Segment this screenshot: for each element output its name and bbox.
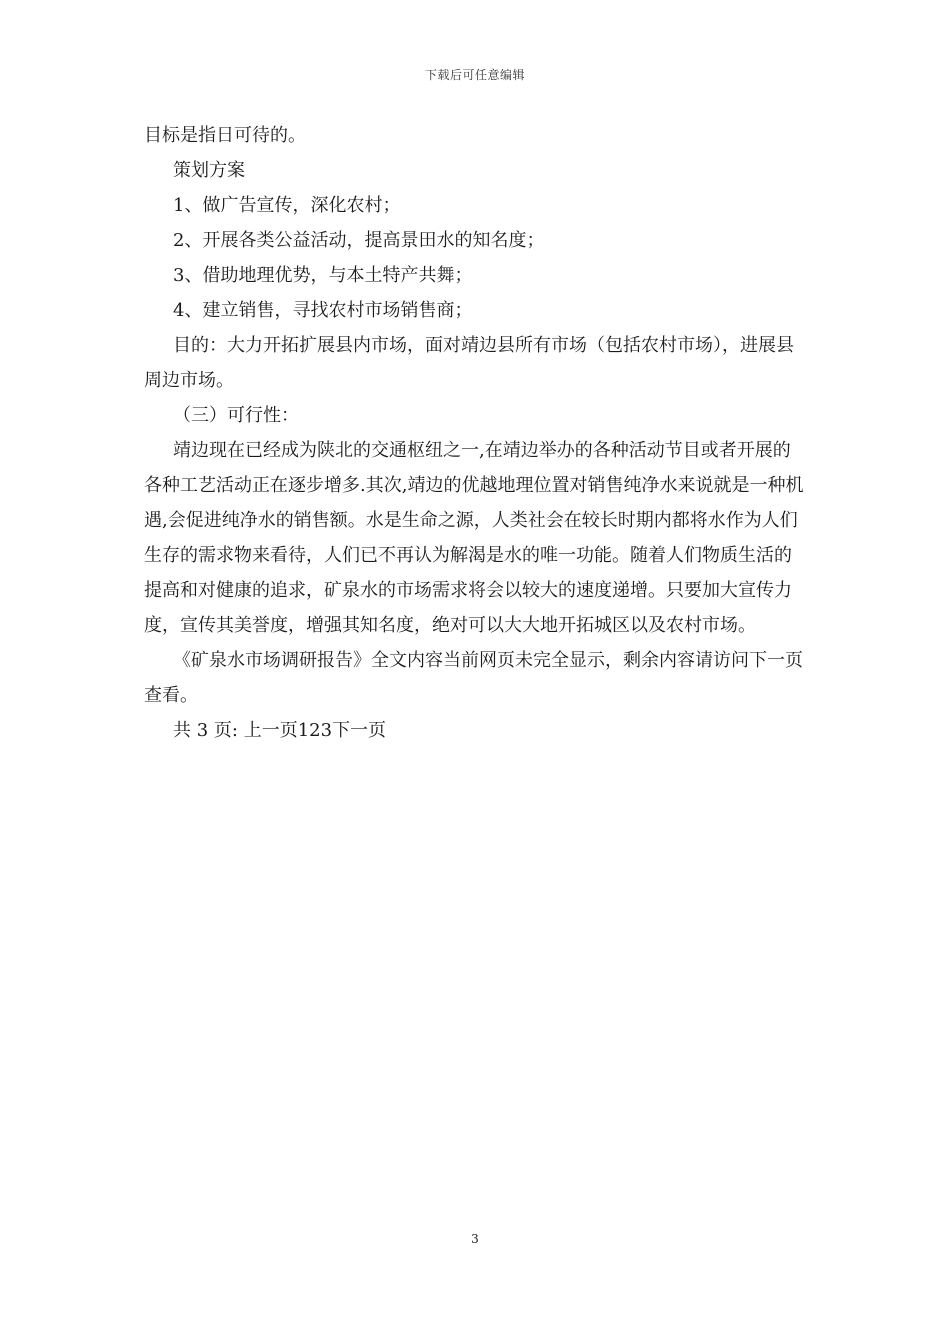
page-number-links[interactable]: 123	[297, 720, 333, 741]
plan-item-2: 2、开展各类公益活动，提高景田水的知名度；	[173, 230, 545, 251]
page-number: 3	[471, 1232, 479, 1246]
section-heading-feasibility: （三）可行性：	[173, 405, 299, 426]
pagination-total: 共 3 页:	[173, 720, 238, 741]
paragraph-feasibility: 靖边现在已经成为陕北的交通枢纽之一,在靖边举办的各种活动节目或者开展的各种工艺活动正在逐步增多.其次,靖边的优越地理位置对销售纯净水来说就是一种机遇,会促进纯净水的销售额。水是生命之源，人类社会在较长时期内都将水作为人们生存的需求物来看待，人们已不再认为解渴是水的唯一功能。随着人们物质生活的提高和对健康的追求，矿泉水的市场需求将会以较大的速度递增。只要加大宣传力度，宣传其美誉度，增强其知名度，绝对可以大大地开拓城区以及农村市场。	[144, 440, 804, 636]
section-heading-plan: 策划方案	[173, 160, 245, 181]
paragraph-continue-notice: 《矿泉水市场调研报告》全文内容当前网页未完全显示，剩余内容请访问下一页查看。	[144, 650, 803, 706]
paragraph-goal-end: 目标是指日可待的。	[144, 125, 306, 146]
plan-item-3: 3、借助地理优势，与本土特产共舞；	[173, 265, 473, 286]
document-body	[144, 118, 806, 748]
prev-page-link[interactable]: 上一页	[243, 720, 298, 741]
plan-item-4: 4、建立销售，寻找农村市场销售商；	[173, 300, 473, 321]
page-header: 下载后可任意编辑	[424, 68, 525, 82]
next-page-link[interactable]: 下一页	[332, 720, 387, 741]
plan-item-1: 1、做广告宣传，深化农村；	[173, 195, 401, 216]
paragraph-purpose: 目的：大力开拓扩展县内市场，面对靖边县所有市场（包括农村市场），进展县周边市场。	[144, 335, 794, 391]
pagination	[144, 713, 806, 748]
